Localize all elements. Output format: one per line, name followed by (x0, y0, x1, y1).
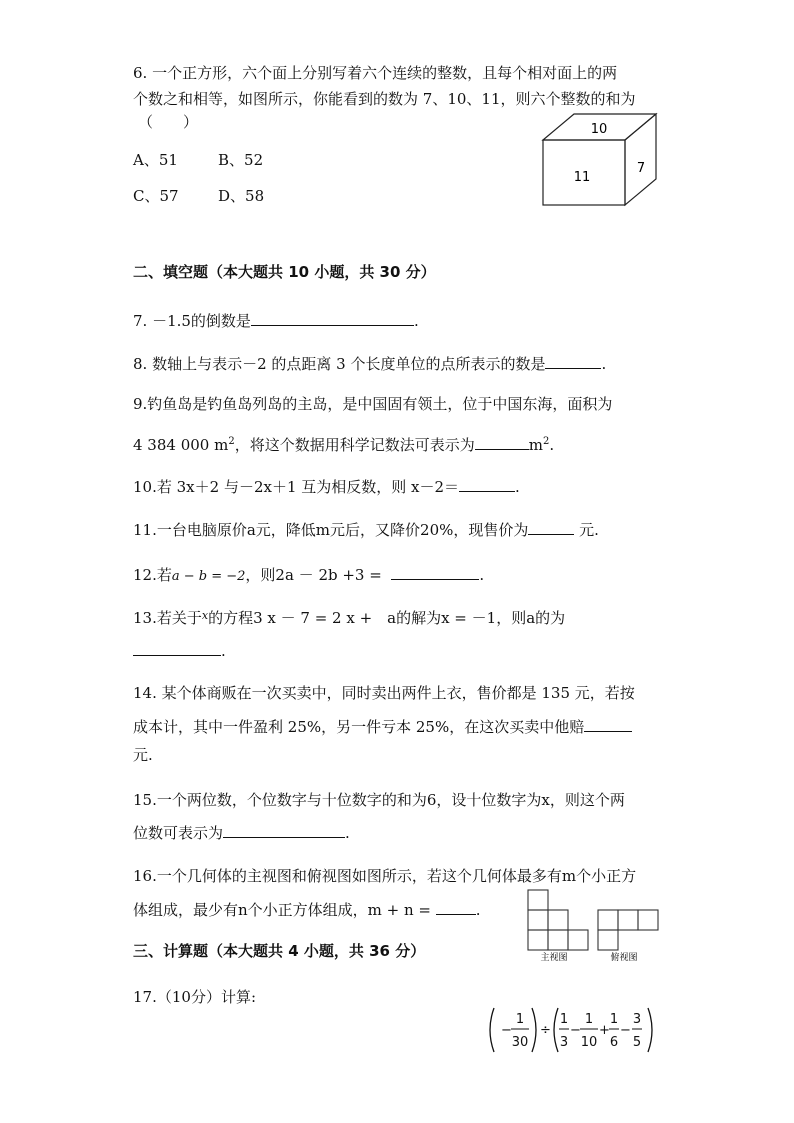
front-view-label: 主视图 (540, 953, 568, 962)
top-view-grid (598, 910, 658, 950)
q12-mid: ，则2a － 2b +3 = (245, 566, 387, 584)
q6-option-a: A、51 (133, 151, 178, 169)
q15-text: 位数可表示为 (133, 824, 224, 842)
q11-text: 11.一台电脑原价a元，降低m元后，又降价20%，现售价为 (133, 521, 529, 539)
q13-line2 (133, 639, 226, 661)
section3-title: 三、计算题（本大题共 4 小题，共 36 分） (133, 942, 426, 960)
q12-expression: a − b = −2 (171, 569, 246, 584)
q9-unit-sup: 2 (542, 436, 550, 447)
q16-answer-blank (436, 898, 476, 915)
q15-line1: 15.一个两位数，个位数字与十位数字的和为6，设十位数字为x，则这个两 (133, 791, 625, 809)
frac2-num: 1 (559, 1012, 569, 1027)
q8 (133, 352, 606, 374)
cube-front-number: 11 (573, 170, 591, 185)
q14-text: 成本计，其中一件盈利 25%，另一件亏本 25%，在这次买卖中他赔 (133, 718, 585, 736)
frac5-den: 5 (632, 1035, 642, 1050)
right-paren-2 (648, 1008, 652, 1052)
q8-text: 8. 数轴上与表示－2 的点距离 3 个长度单位的点所表示的数是 (133, 355, 546, 373)
q14-line2 (133, 715, 632, 737)
frac3-den: 10 (580, 1035, 598, 1050)
q6-option-b: B、52 (218, 151, 264, 169)
q12 (133, 563, 484, 587)
frac1-sign: − (501, 1023, 512, 1038)
q9-answer-blank (475, 433, 529, 450)
q9-line2 (133, 432, 554, 455)
cube-side-face (625, 114, 656, 205)
q7-answer-blank (251, 309, 414, 326)
q7 (133, 309, 419, 331)
q17-label: 17.（10分）计算: (133, 988, 256, 1006)
q16-line1: 16.一个几何体的主视图和俯视图如图所示，若这个几何体最多有m个小正方 (133, 867, 637, 885)
q11-answer-blank (528, 518, 574, 535)
frac4-op: + (599, 1023, 610, 1038)
q8-answer-blank (545, 352, 601, 369)
frac1-num: 1 (515, 1012, 525, 1027)
q7-text: 7. －1.5的倒数是 (133, 312, 251, 330)
frac5-op: − (620, 1023, 631, 1038)
q15-answer-blank (223, 821, 345, 838)
q16-text: 体组成，最少有n个小正方体组成，m + n = (133, 901, 436, 919)
q14-line1: 14. 某个体商贩在一次买卖中，同时卖出两件上衣，售价都是 135 元，若按 (133, 684, 635, 702)
q6-line2: 个数之和相等，如图所示，你能看到的数为 7、10、11，则六个整数的和为 (133, 90, 636, 108)
cube-top-number: 10 (590, 122, 608, 137)
q12-end: . (479, 566, 485, 584)
divide-sign: ÷ (540, 1023, 551, 1038)
top-view-label: 俯视图 (610, 953, 638, 962)
q14-line3: 元. (133, 746, 153, 764)
cube-figure (538, 110, 662, 210)
front-view-grid (528, 890, 588, 950)
left-paren-2 (554, 1008, 558, 1052)
q11 (133, 518, 599, 540)
cube-side-number: 7 (636, 161, 646, 176)
q10-end: . (515, 478, 520, 496)
frac1-den: 30 (511, 1035, 529, 1050)
q6-line1: 6. 一个正方形，六个面上分别写着六个连续的整数，且每个相对面上的两 (133, 64, 618, 82)
q16-line2 (133, 898, 481, 920)
q13-var: x (201, 609, 209, 622)
frac3-op: − (570, 1023, 581, 1038)
q17-expression (484, 1004, 660, 1056)
left-paren-1 (490, 1008, 494, 1052)
q16-end: . (475, 901, 481, 919)
q13-end: . (221, 642, 226, 660)
frac4-num: 1 (609, 1012, 619, 1027)
q12-answer-blank (391, 563, 479, 580)
q15-end: . (345, 824, 350, 842)
q13-text: 的方程3 x － 7 = 2 x + a的解为x = －1，则a的为 (208, 609, 566, 627)
q6-option-d: D、58 (218, 187, 265, 205)
q10-text: 10.若 3x＋2 与－2x＋1 互为相反数，则 x－2＝ (133, 478, 460, 496)
frac4-den: 6 (609, 1035, 619, 1050)
q8-end: . (601, 355, 607, 373)
q12-pre: 12.若 (133, 566, 172, 584)
q9-line1: 9.钓鱼岛是钓鱼岛列岛的主岛，是中国固有领土，位于中国东海，面积为 (133, 395, 613, 413)
q6-option-c: C、57 (133, 187, 179, 205)
q13-line1 (133, 606, 565, 628)
q7-end: . (413, 312, 419, 330)
q9-text: ，将这个数据用科学记数法可表示为 (234, 436, 475, 454)
q6-answer-paren: （ ） (138, 113, 199, 131)
frac2-den: 3 (559, 1035, 569, 1050)
q10 (133, 475, 520, 497)
q13-pre: 13.若关于 (133, 609, 202, 627)
q9-unit: m (528, 436, 543, 454)
section2-title: 二、填空题（本大题共 10 小题，共 30 分） (133, 263, 436, 281)
frac3-num: 1 (584, 1012, 594, 1027)
right-paren-1 (532, 1008, 536, 1052)
q10-answer-blank (459, 475, 515, 492)
views-figure (524, 886, 664, 962)
q13-answer-blank (133, 639, 221, 656)
q9-area: 4 384 000 m (133, 436, 229, 454)
q15-line2 (133, 821, 350, 843)
q11-end: 元. (574, 521, 599, 539)
frac5-num: 3 (632, 1012, 642, 1027)
q9-end: . (549, 436, 555, 454)
q9-area-sup: 2 (228, 436, 235, 447)
q14-answer-blank (584, 715, 632, 732)
